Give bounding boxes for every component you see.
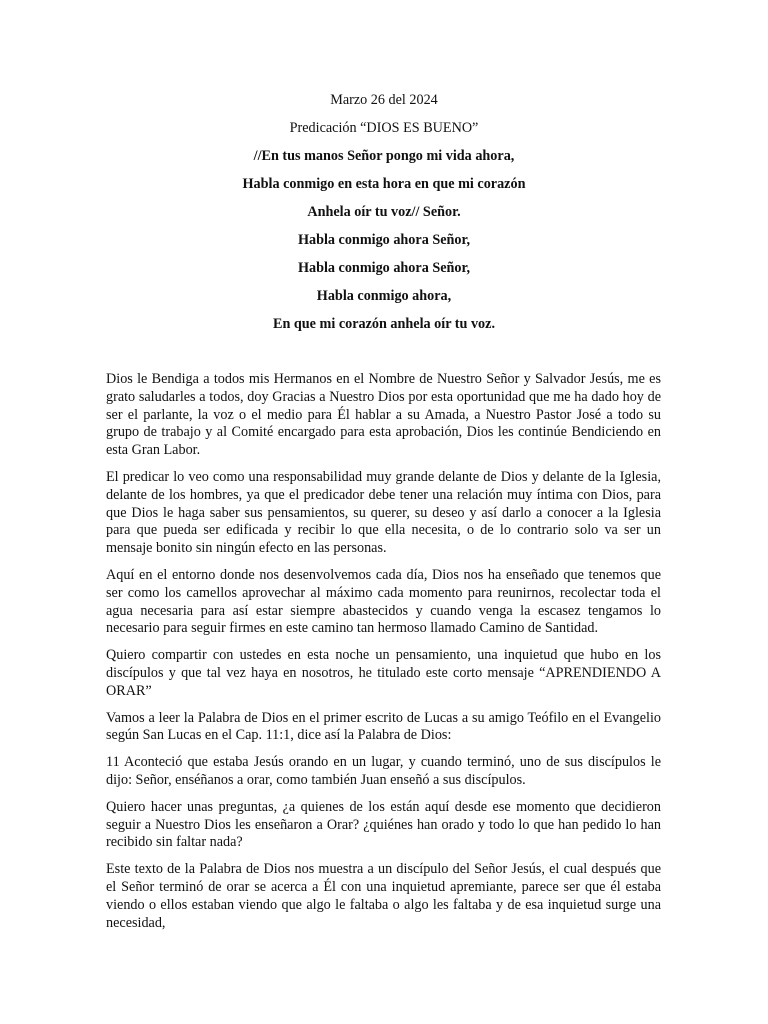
sermon-title: Predicación “DIOS ES BUENO” <box>289 120 479 136</box>
body-paragraph: Dios le Bendiga a todos mis Hermanos en el Nombre de Nuestro Señor y Salvador Jesús, me es grato saludarles a todos, doy Gracias a Nuestro Dios por esta oportunidad que me ha dado hoy de ser el parlante, la voz o el medio para Él hablar a su Amada, a Nuestro Pastor José a todo su grupo de trabajo y al Comité encargado para esta aprobación, Dios les continúe Bendiciendo en esta Gran Labor. <box>106 371 661 459</box>
scripture-paragraph: 11 Aconteció que estaba Jesús orando en un lugar, y cuando terminó, uno de sus discípulos le dijo: Señor, enséñanos a orar, como también Juan enseñó a sus discípulos. <box>106 754 661 788</box>
body-paragraph: Quiero hacer unas preguntas, ¿a quienes de los están aquí desde ese momento que decidieron seguir a Nuestro Dios les enseñaron a Orar? ¿quiénes han orado y todo lo que han pedido lo han recibido sin faltar nada? <box>106 798 661 851</box>
song-line: Habla conmigo en esta hora en que mi corazón <box>242 176 526 192</box>
song-line: //En tus manos Señor pongo mi vida ahora, <box>253 148 515 164</box>
body-paragraph: Quiero compartir con ustedes en esta noche un pensamiento, una inquietud que hubo en los discípulos y que tal vez haya en nosotros, he titulado este corto mensaje “APRENDIENDO A ORAR” <box>106 647 661 699</box>
body-paragraph: Aquí en el entorno donde nos desenvolvemos cada día, Dios nos ha enseñado que tenemos que ser como los camellos aprovechar al máximo cada momento para reunirnos, recolectar toda el agua necesaria para así estar siempre abastecidos y cuando venga la escasez tengamos lo necesario para seguir firmes en este camino tan hermoso llamado Camino de Santidad. <box>106 566 661 637</box>
body-paragraph: El predicar lo veo como una responsabilidad muy grande delante de Dios y delante de la Iglesia, delante de los hombres, ya que el predicador debe tener una relación muy íntima con Dios, para que Dios le haga saber sus pensamientos, su querer, su deseo y así darlo a conocer a la Iglesia para que pueda ser edificada y recibir lo que ella necesita, o de lo contrario solo va ser un mensaje bonito sin ningún efecto en las personas. <box>106 468 661 557</box>
song-line: En que mi corazón anhela oír tu voz. <box>272 316 495 332</box>
song-line: Anhela oír tu voz// Señor. <box>307 204 461 220</box>
document-header <box>0 90 768 342</box>
sermon-body <box>106 371 661 941</box>
body-paragraph: Vamos a leer la Palabra de Dios en el primer escrito de Lucas a su amigo Teófilo en el Evangelio según San Lucas en el Cap. 11:1, dice así la Palabra de Dios: <box>106 709 661 744</box>
song-line: Habla conmigo ahora Señor, <box>297 232 471 248</box>
song-line: Habla conmigo ahora, <box>316 288 452 304</box>
document-date: Marzo 26 del 2024 <box>330 92 438 108</box>
song-line: Habla conmigo ahora Señor, <box>297 260 471 276</box>
body-paragraph: Este texto de la Palabra de Dios nos muestra a un discípulo del Señor Jesús, el cual después que el Señor terminó de orar se acerca a Él con una inquietud apremiante, parece ser que él estaba viendo o ellos estaban viendo que algo le faltaba o algo les faltaba y de esa inquietud surge una necesidad, <box>106 861 661 931</box>
